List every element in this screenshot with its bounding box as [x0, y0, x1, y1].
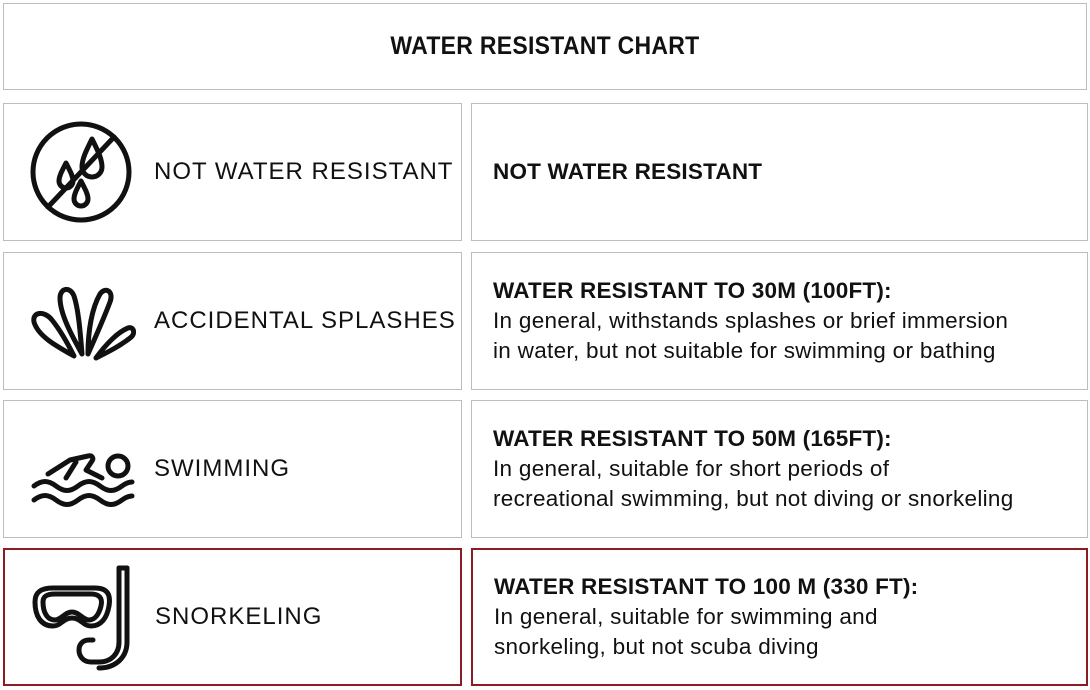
- row-label: SWIMMING: [154, 455, 290, 482]
- row-text: In general, withstands splashes or brief immersion in water, but not suitable for swimming or bathing: [493, 308, 1009, 363]
- no-water-icon: [26, 117, 136, 227]
- swimmer-icon: [26, 414, 136, 524]
- row-label: SNORKELING: [155, 603, 323, 630]
- row-swimming-label-cell: [3, 400, 462, 538]
- row-not-water-resistant-desc-cell: [471, 103, 1088, 241]
- chart-title-box: [3, 3, 1087, 90]
- row-description: [494, 572, 1074, 662]
- row-not-water-resistant-label-cell: [3, 103, 462, 241]
- row-label: ACCIDENTAL SPLASHES: [154, 307, 456, 334]
- row-heading: WATER RESISTANT TO 30M (100FT):: [493, 278, 892, 303]
- row-text: In general, suitable for short periods of recreational swimming, but not diving or snorkeling: [493, 456, 1014, 511]
- row-accidental-splashes-desc-cell: [471, 252, 1088, 390]
- row-label: NOT WATER RESISTANT: [154, 158, 454, 185]
- row-description: [493, 424, 1073, 514]
- row-text: In general, suitable for swimming and snorkeling, but not scuba diving: [494, 604, 878, 659]
- row-description: [493, 276, 1073, 366]
- splash-icon: [26, 266, 136, 376]
- row-description: [493, 157, 1073, 187]
- page-title: WATER RESISTANT CHART: [390, 32, 700, 60]
- row-snorkeling-desc-cell: [471, 548, 1088, 686]
- row-heading: WATER RESISTANT TO 100 M (330 FT):: [494, 574, 919, 599]
- snorkel-mask-icon: [27, 562, 137, 672]
- row-snorkeling-label-cell: [3, 548, 462, 686]
- row-swimming-desc-cell: [471, 400, 1088, 538]
- row-heading: WATER RESISTANT TO 50M (165FT):: [493, 426, 892, 451]
- row-accidental-splashes-label-cell: [3, 252, 462, 390]
- row-heading: NOT WATER RESISTANT: [493, 159, 763, 184]
